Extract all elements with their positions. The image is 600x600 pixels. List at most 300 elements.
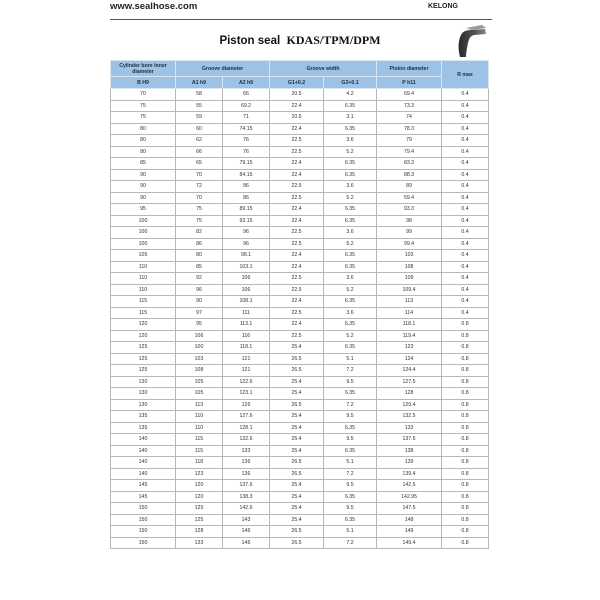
cell-b: 130 xyxy=(111,399,176,411)
cell-r: 0.4 xyxy=(442,100,489,112)
cell-a2: 137.6 xyxy=(223,480,270,492)
cell-b: 120 xyxy=(111,330,176,342)
table-row xyxy=(111,434,489,446)
cell-g2: 9.5 xyxy=(324,411,377,423)
header-r-max: R max xyxy=(442,61,489,89)
cell-g1: 22.4 xyxy=(270,319,324,331)
cell-a1: 96 xyxy=(176,284,223,296)
cell-g2: 7.2 xyxy=(324,468,377,480)
table-row xyxy=(111,307,489,319)
cell-a1: 100 xyxy=(176,342,223,354)
cell-b: 90 xyxy=(111,181,176,193)
cell-p: 123 xyxy=(377,342,442,354)
cell-a1: 90 xyxy=(176,296,223,308)
cell-b: 70 xyxy=(111,89,176,101)
cell-p: 148 xyxy=(377,514,442,526)
cell-b: 85 xyxy=(111,158,176,170)
cell-r: 0.8 xyxy=(442,399,489,411)
cell-b: 105 xyxy=(111,250,176,262)
table-row xyxy=(111,411,489,423)
cell-g2: 3.6 xyxy=(324,181,377,193)
cell-g2: 6.35 xyxy=(324,491,377,503)
cell-p: 99 xyxy=(377,227,442,239)
cell-p: 149 xyxy=(377,526,442,538)
cell-a1: 75 xyxy=(176,215,223,227)
cell-b: 90 xyxy=(111,169,176,181)
cell-r: 0.4 xyxy=(442,250,489,262)
cell-g1: 22.5 xyxy=(270,146,324,158)
header-divider xyxy=(110,19,492,20)
cell-b: 135 xyxy=(111,411,176,423)
cell-a1: 128 xyxy=(176,526,223,538)
cell-a2: 76 xyxy=(223,146,270,158)
cell-g2: 9.5 xyxy=(324,503,377,515)
cell-a2: 96 xyxy=(223,238,270,250)
cell-b: 140 xyxy=(111,434,176,446)
cell-r: 0.4 xyxy=(442,238,489,250)
cell-p: 133 xyxy=(377,422,442,434)
cell-g1: 22.5 xyxy=(270,284,324,296)
cell-r: 0.4 xyxy=(442,296,489,308)
cell-a1: 115 xyxy=(176,445,223,457)
table-row xyxy=(111,319,489,331)
table-row xyxy=(111,296,489,308)
cell-g1: 26.5 xyxy=(270,399,324,411)
cell-g1: 22.4 xyxy=(270,261,324,273)
cell-p: 93.3 xyxy=(377,204,442,216)
cell-p: 149.4 xyxy=(377,537,442,549)
cell-r: 0.8 xyxy=(442,353,489,365)
cell-g1: 22.4 xyxy=(270,250,324,262)
cell-b: 110 xyxy=(111,284,176,296)
cell-g2: 3.6 xyxy=(324,135,377,147)
cell-g1: 25.4 xyxy=(270,445,324,457)
cell-a2: 121 xyxy=(223,365,270,377)
cell-b: 95 xyxy=(111,204,176,216)
cell-a1: 59 xyxy=(176,112,223,124)
cell-r: 0.8 xyxy=(442,388,489,400)
cell-g2: 6.35 xyxy=(324,100,377,112)
cell-g2: 9.5 xyxy=(324,480,377,492)
cell-a2: 146 xyxy=(223,526,270,538)
cell-g1: 22.4 xyxy=(270,123,324,135)
cell-p: 128 xyxy=(377,388,442,400)
cell-a1: 58 xyxy=(176,89,223,101)
cell-a2: 84.15 xyxy=(223,169,270,181)
table-row xyxy=(111,514,489,526)
cell-g2: 5.1 xyxy=(324,526,377,538)
cell-g1: 26.5 xyxy=(270,365,324,377)
cell-a1: 106 xyxy=(176,330,223,342)
cell-a2: 133 xyxy=(223,445,270,457)
table-row xyxy=(111,468,489,480)
cell-r: 0.8 xyxy=(442,342,489,354)
cell-b: 80 xyxy=(111,146,176,158)
cell-g1: 26.5 xyxy=(270,457,324,469)
cell-a2: 136 xyxy=(223,468,270,480)
cell-a2: 126 xyxy=(223,399,270,411)
cell-a2: 86 xyxy=(223,181,270,193)
page-title xyxy=(0,33,600,48)
cell-a2: 93.15 xyxy=(223,215,270,227)
cell-g1: 25.4 xyxy=(270,376,324,388)
cell-p: 98 xyxy=(377,215,442,227)
table-row xyxy=(111,388,489,400)
cell-p: 118.1 xyxy=(377,319,442,331)
cell-r: 0.4 xyxy=(442,135,489,147)
cell-g1: 26.5 xyxy=(270,526,324,538)
cell-g1: 22.4 xyxy=(270,158,324,170)
cell-g1: 22.4 xyxy=(270,215,324,227)
subheader-g1: G1+0.2 xyxy=(270,77,324,89)
cell-a2: 79.15 xyxy=(223,158,270,170)
cell-r: 0.4 xyxy=(442,169,489,181)
cell-g2: 3.6 xyxy=(324,307,377,319)
cell-g2: 5.2 xyxy=(324,238,377,250)
cell-r: 0.8 xyxy=(442,526,489,538)
cell-a2: 66 xyxy=(223,89,270,101)
cell-g1: 25.4 xyxy=(270,388,324,400)
cell-g2: 6.35 xyxy=(324,204,377,216)
cell-g2: 5.2 xyxy=(324,284,377,296)
table-row xyxy=(111,158,489,170)
cell-a1: 105 xyxy=(176,388,223,400)
cell-g1: 22.5 xyxy=(270,227,324,239)
cell-r: 0.4 xyxy=(442,89,489,101)
cell-g1: 22.5 xyxy=(270,238,324,250)
cell-g1: 22.4 xyxy=(270,296,324,308)
piston-seal-dimension-table xyxy=(110,60,489,549)
cell-r: 0.8 xyxy=(442,445,489,457)
cell-r: 0.4 xyxy=(442,227,489,239)
table-row xyxy=(111,181,489,193)
cell-b: 115 xyxy=(111,296,176,308)
table-row xyxy=(111,89,489,101)
cell-b: 80 xyxy=(111,135,176,147)
cell-b: 75 xyxy=(111,112,176,124)
cell-g1: 22.5 xyxy=(270,135,324,147)
table-row xyxy=(111,100,489,112)
cell-a2: 98.1 xyxy=(223,250,270,262)
cell-b: 130 xyxy=(111,388,176,400)
cell-a1: 113 xyxy=(176,399,223,411)
cell-r: 0.8 xyxy=(442,365,489,377)
cell-p: 69.4 xyxy=(377,89,442,101)
cell-g2: 9.5 xyxy=(324,434,377,446)
cell-p: 142.5 xyxy=(377,480,442,492)
cell-a2: 76 xyxy=(223,135,270,147)
cell-p: 78.3 xyxy=(377,123,442,135)
table-row xyxy=(111,330,489,342)
cell-a2: 118.1 xyxy=(223,342,270,354)
cell-g2: 6.35 xyxy=(324,342,377,354)
cell-a2: 103.1 xyxy=(223,261,270,273)
piston-seal-profile-icon xyxy=(452,23,488,59)
cell-b: 140 xyxy=(111,457,176,469)
cell-r: 0.4 xyxy=(442,192,489,204)
cell-g1: 25.4 xyxy=(270,491,324,503)
cell-b: 125 xyxy=(111,342,176,354)
cell-a1: 92 xyxy=(176,273,223,285)
cell-g2: 5.1 xyxy=(324,353,377,365)
cell-r: 0.8 xyxy=(442,503,489,515)
cell-r: 0.8 xyxy=(442,319,489,331)
cell-a2: 89.15 xyxy=(223,204,270,216)
cell-g2: 5.1 xyxy=(324,457,377,469)
table-row xyxy=(111,169,489,181)
cell-g2: 5.2 xyxy=(324,330,377,342)
table-row xyxy=(111,192,489,204)
cell-p: 79 xyxy=(377,135,442,147)
cell-a1: 82 xyxy=(176,227,223,239)
cell-g1: 20.5 xyxy=(270,112,324,124)
cell-g1: 25.4 xyxy=(270,434,324,446)
table-body xyxy=(111,89,489,549)
cell-g1: 20.5 xyxy=(270,89,324,101)
cell-g2: 6.35 xyxy=(324,215,377,227)
cell-r: 0.8 xyxy=(442,537,489,549)
cell-p: 89 xyxy=(377,181,442,193)
cell-p: 88.3 xyxy=(377,169,442,181)
subheader-b-h9: B H9 xyxy=(111,77,176,89)
cell-g1: 22.5 xyxy=(270,181,324,193)
cell-a2: 106 xyxy=(223,284,270,296)
cell-a1: 120 xyxy=(176,480,223,492)
table-row xyxy=(111,250,489,262)
cell-g1: 25.4 xyxy=(270,480,324,492)
table-row xyxy=(111,135,489,147)
table-row xyxy=(111,445,489,457)
cell-g1: 26.5 xyxy=(270,468,324,480)
cell-a2: 116 xyxy=(223,330,270,342)
cell-b: 140 xyxy=(111,445,176,457)
table-row xyxy=(111,261,489,273)
header-groove-diameter: Groove diameter xyxy=(176,61,270,77)
cell-g2: 5.2 xyxy=(324,192,377,204)
cell-b: 110 xyxy=(111,273,176,285)
table-row xyxy=(111,273,489,285)
cell-r: 0.4 xyxy=(442,273,489,285)
cell-r: 0.4 xyxy=(442,158,489,170)
cell-a1: 62 xyxy=(176,135,223,147)
cell-b: 150 xyxy=(111,526,176,538)
website-url: www.sealhose.com xyxy=(110,1,198,12)
cell-g1: 26.5 xyxy=(270,537,324,549)
cell-b: 145 xyxy=(111,491,176,503)
cell-g2: 7.2 xyxy=(324,399,377,411)
cell-p: 138 xyxy=(377,445,442,457)
cell-p: 119.4 xyxy=(377,330,442,342)
cell-a2: 86 xyxy=(223,192,270,204)
cell-a2: 113.1 xyxy=(223,319,270,331)
header-bore: Cylinder bore inner diameter xyxy=(111,61,176,77)
cell-p: 103 xyxy=(377,250,442,262)
cell-a2: 96 xyxy=(223,227,270,239)
cell-r: 0.8 xyxy=(442,468,489,480)
table-row xyxy=(111,537,489,549)
table-row xyxy=(111,146,489,158)
cell-r: 0.8 xyxy=(442,491,489,503)
cell-r: 0.8 xyxy=(442,457,489,469)
table-row xyxy=(111,365,489,377)
cell-r: 0.8 xyxy=(442,514,489,526)
table-row xyxy=(111,399,489,411)
cell-p: 74 xyxy=(377,112,442,124)
table-row xyxy=(111,204,489,216)
cell-g1: 25.4 xyxy=(270,514,324,526)
cell-a1: 75 xyxy=(176,204,223,216)
cell-r: 0.4 xyxy=(442,215,489,227)
table-row xyxy=(111,491,489,503)
cell-g2: 6.35 xyxy=(324,123,377,135)
cell-b: 115 xyxy=(111,307,176,319)
table-row xyxy=(111,422,489,434)
cell-r: 0.4 xyxy=(442,146,489,158)
cell-a1: 85 xyxy=(176,261,223,273)
cell-a1: 97 xyxy=(176,307,223,319)
cell-b: 75 xyxy=(111,100,176,112)
cell-a2: 142.6 xyxy=(223,503,270,515)
cell-g2: 3.6 xyxy=(324,227,377,239)
cell-r: 0.4 xyxy=(442,204,489,216)
table-row xyxy=(111,457,489,469)
cell-g2: 6.35 xyxy=(324,422,377,434)
cell-p: 113 xyxy=(377,296,442,308)
cell-g2: 7.2 xyxy=(324,537,377,549)
cell-b: 100 xyxy=(111,227,176,239)
cell-g2: 3.1 xyxy=(324,112,377,124)
cell-r: 0.8 xyxy=(442,422,489,434)
cell-p: 139 xyxy=(377,457,442,469)
cell-p: 108 xyxy=(377,261,442,273)
cell-a1: 103 xyxy=(176,353,223,365)
table-row xyxy=(111,342,489,354)
cell-r: 0.4 xyxy=(442,307,489,319)
cell-g2: 5.2 xyxy=(324,146,377,158)
cell-g1: 22.5 xyxy=(270,273,324,285)
cell-a2: 132.6 xyxy=(223,434,270,446)
cell-a2: 123.1 xyxy=(223,388,270,400)
cell-b: 120 xyxy=(111,319,176,331)
cell-a2: 111 xyxy=(223,307,270,319)
cell-r: 0.8 xyxy=(442,434,489,446)
cell-g1: 25.4 xyxy=(270,503,324,515)
cell-a1: 105 xyxy=(176,376,223,388)
subheader-p-h11: P h11 xyxy=(377,77,442,89)
cell-g1: 22.5 xyxy=(270,307,324,319)
cell-a1: 66 xyxy=(176,146,223,158)
title-prefix: Piston seal xyxy=(219,35,281,47)
header-groove-width: Groove width xyxy=(270,61,377,77)
cell-a2: 108.1 xyxy=(223,296,270,308)
cell-g2: 6.35 xyxy=(324,261,377,273)
cell-a2: 146 xyxy=(223,537,270,549)
cell-g1: 22.5 xyxy=(270,192,324,204)
cell-r: 0.4 xyxy=(442,284,489,296)
cell-b: 135 xyxy=(111,422,176,434)
cell-g2: 6.35 xyxy=(324,296,377,308)
cell-a1: 60 xyxy=(176,123,223,135)
cell-g1: 26.5 xyxy=(270,353,324,365)
cell-b: 150 xyxy=(111,503,176,515)
cell-a2: 122.6 xyxy=(223,376,270,388)
cell-b: 100 xyxy=(111,215,176,227)
table-row xyxy=(111,123,489,135)
cell-g2: 6.35 xyxy=(324,388,377,400)
table-row xyxy=(111,112,489,124)
cell-a1: 80 xyxy=(176,250,223,262)
cell-r: 0.4 xyxy=(442,181,489,193)
cell-p: 73.3 xyxy=(377,100,442,112)
cell-g1: 22.4 xyxy=(270,204,324,216)
cell-a1: 72 xyxy=(176,181,223,193)
cell-a1: 86 xyxy=(176,238,223,250)
cell-a2: 69.2 xyxy=(223,100,270,112)
cell-g2: 7.2 xyxy=(324,365,377,377)
table-row xyxy=(111,480,489,492)
cell-a1: 70 xyxy=(176,192,223,204)
cell-p: 99.4 xyxy=(377,238,442,250)
cell-b: 150 xyxy=(111,514,176,526)
cell-b: 80 xyxy=(111,123,176,135)
cell-a2: 127.6 xyxy=(223,411,270,423)
cell-a1: 110 xyxy=(176,422,223,434)
table-row xyxy=(111,526,489,538)
cell-a2: 143 xyxy=(223,514,270,526)
title-models: KDAS/TPM/DPM xyxy=(286,33,381,47)
cell-r: 0.8 xyxy=(442,411,489,423)
cell-r: 0.4 xyxy=(442,123,489,135)
cell-a1: 125 xyxy=(176,514,223,526)
cell-a2: 71 xyxy=(223,112,270,124)
table-row xyxy=(111,376,489,388)
cell-p: 109 xyxy=(377,273,442,285)
cell-a2: 136 xyxy=(223,457,270,469)
cell-p: 137.5 xyxy=(377,434,442,446)
cell-g1: 25.4 xyxy=(270,342,324,354)
cell-a2: 106 xyxy=(223,273,270,285)
cell-a1: 95 xyxy=(176,319,223,331)
cell-p: 59.4 xyxy=(377,192,442,204)
header-piston-diameter: Piston diameter xyxy=(377,61,442,77)
cell-p: 139.4 xyxy=(377,468,442,480)
brand-name: KELONG xyxy=(428,3,458,10)
cell-g2: 6.35 xyxy=(324,250,377,262)
cell-b: 140 xyxy=(111,468,176,480)
cell-r: 0.8 xyxy=(442,480,489,492)
cell-p: 129.4 xyxy=(377,399,442,411)
table-row xyxy=(111,353,489,365)
cell-p: 127.5 xyxy=(377,376,442,388)
table-row xyxy=(111,284,489,296)
cell-g1: 22.4 xyxy=(270,169,324,181)
cell-g2: 6.35 xyxy=(324,445,377,457)
cell-b: 130 xyxy=(111,376,176,388)
cell-b: 145 xyxy=(111,480,176,492)
cell-r: 0.8 xyxy=(442,376,489,388)
cell-a1: 123 xyxy=(176,468,223,480)
cell-b: 125 xyxy=(111,353,176,365)
cell-r: 0.4 xyxy=(442,261,489,273)
cell-b: 110 xyxy=(111,261,176,273)
cell-a1: 55 xyxy=(176,100,223,112)
cell-g2: 6.35 xyxy=(324,158,377,170)
cell-g2: 6.35 xyxy=(324,514,377,526)
cell-r: 0.4 xyxy=(442,112,489,124)
cell-p: 124 xyxy=(377,353,442,365)
cell-g1: 25.4 xyxy=(270,422,324,434)
cell-p: 79.4 xyxy=(377,146,442,158)
